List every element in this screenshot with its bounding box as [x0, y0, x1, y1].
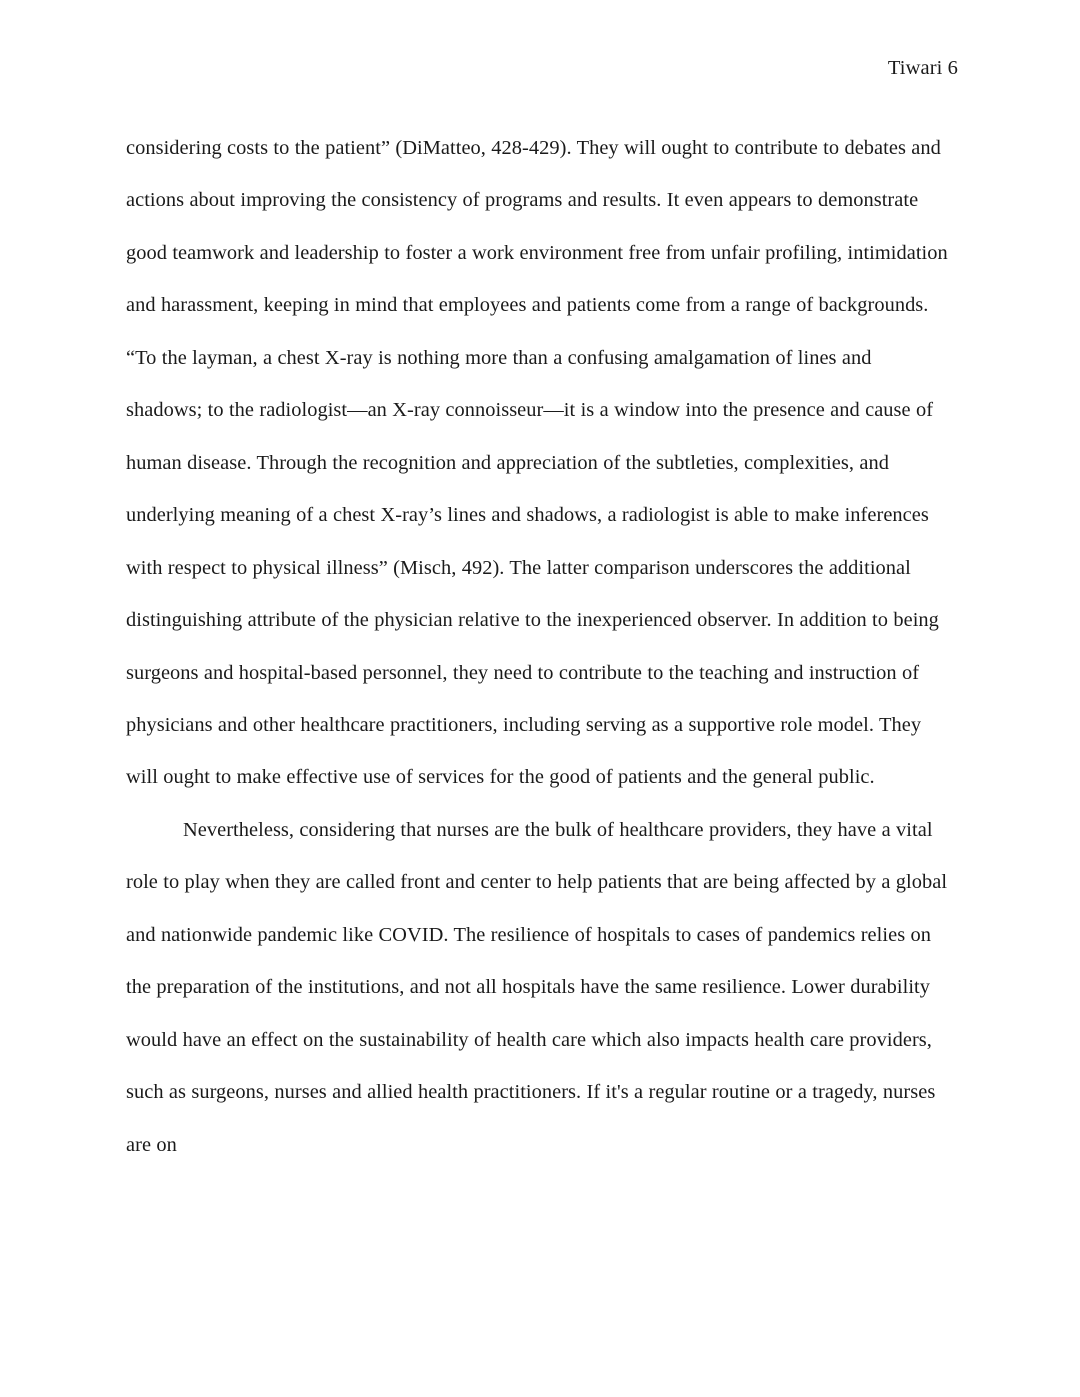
running-header: Tiwari 6: [887, 57, 958, 79]
body-paragraph: considering costs to the patient” (DiMatteo, 428-429). They will ought to contribute to debates and actions about improving the consistency of programs and results. It even appears to demonstrate good teamwork and leadership to foster a work environment free from unfair profiling, intimidation and harassment, keeping in mind that employees and patients come from a range of backgrounds. “To the layman, a chest X-ray is nothing more than a confusing amalgamation of lines and shadows; to the radiologist—an X-ray connoisseur—it is a window into the presence and cause of human disease. Through the recognition and appreciation of the subtleties, complexities, and underlying meaning of a chest X-ray’s lines and shadows, a radiologist is able to make inferences with respect to physical illness” (Misch, 492). The latter comparison underscores the additional distinguishing attribute of the physician relative to the inexperienced observer. In addition to being surgeons and hospital-based personnel, they need to contribute to the teaching and instruction of physicians and other healthcare practitioners, including serving as a supportive role model. They will ought to make effective use of services for the good of patients and the general public.: [126, 137, 948, 789]
document-body: [126, 122, 950, 1171]
body-paragraph: Nevertheless, considering that nurses are the bulk of healthcare providers, they have a vital role to play when they are called front and center to help patients that are being affected by a global and nationwide pandemic like COVID. The resilience of hospitals to cases of pandemics relies on the preparation of the institutions, and not all hospitals have the same resilience. Lower durability would have an effect on the sustainability of health care which also impacts health care providers, such as surgeons, nurses and allied health practitioners. If it's a regular routine or a tragedy, nurses are on: [126, 818, 948, 1156]
